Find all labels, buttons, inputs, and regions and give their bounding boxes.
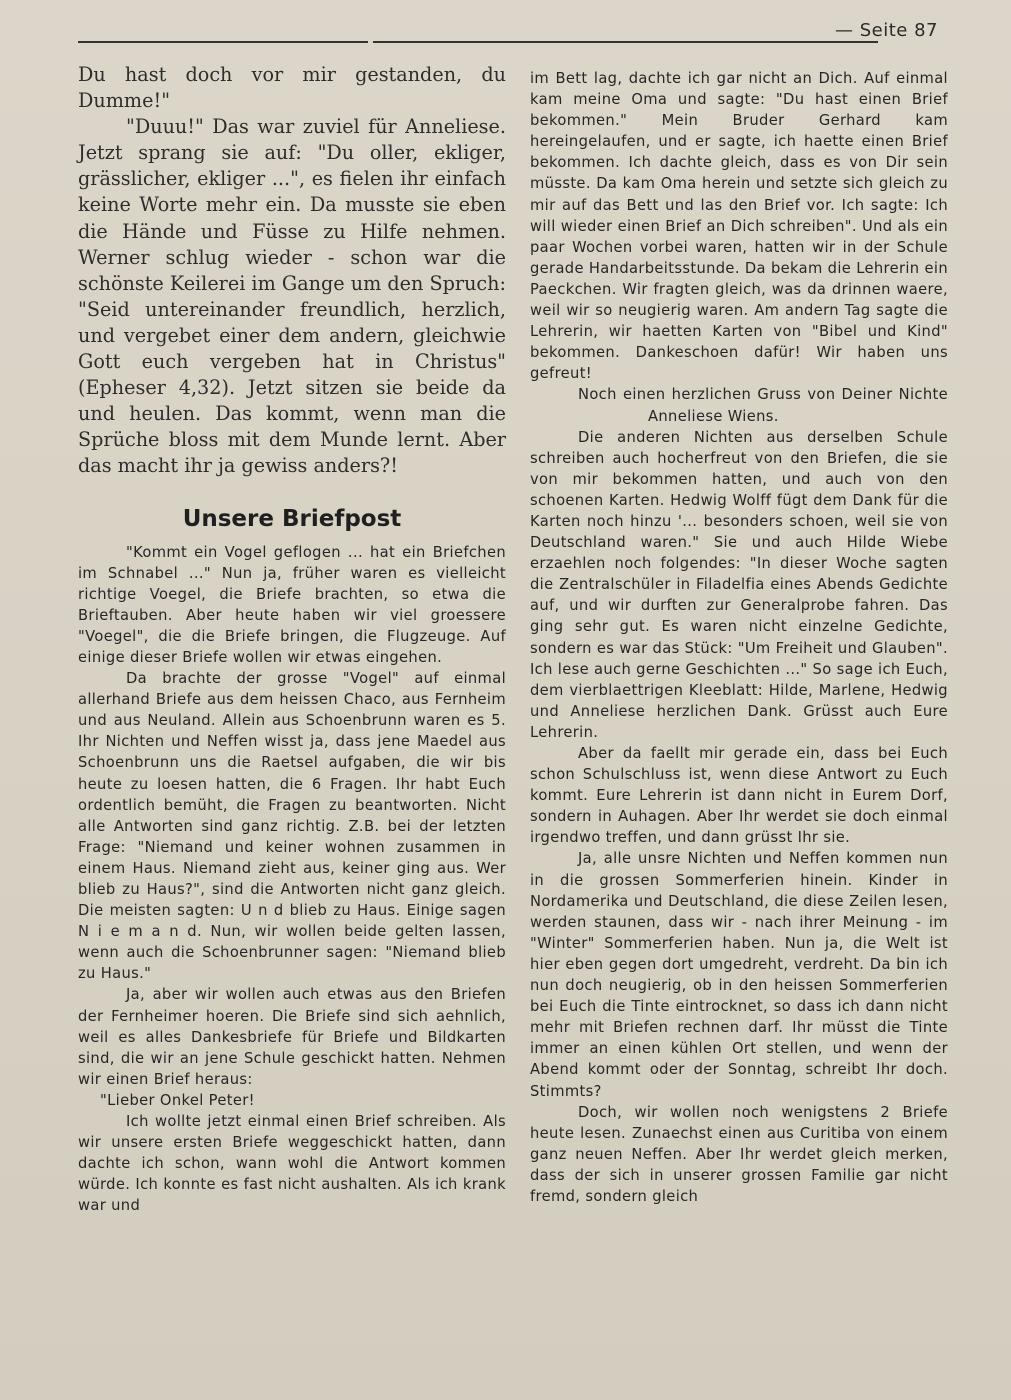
left-column [78, 62, 506, 1360]
article-paragraph: Ja, aber wir wollen auch etwas aus den Briefen der Fernheimer hoeren. Die Briefe sind sich aehnlich, weil es alles Dankesbriefe für Briefe und Bildkarten sind, die wir an jene Schule geschickt hatten. Nehmen wir einen Brief heraus: [78, 986, 506, 1088]
article-paragraph: Doch, wir wollen noch wenigstens 2 Briefe heute lesen. Zunaechst einen aus Curitiba von einem ganz neuen Neffen. Aber Ihr werdet gleich merken, dass der sich in unserer grossen Familie gar nicht fremd, sondern gleich [530, 1103, 948, 1205]
article-paragraph: Aber da faellt mir gerade ein, dass bei Euch schon Schulschluss ist, wenn diese Antwort zu Euch kommt. Eure Lehrerin ist dann nicht in Eurem Dorf, sondern in Auhagen. Aber Ihr werdet sie doch einmal irgendwo treffen, und dann grüsst Ihr sie. [530, 745, 948, 847]
closing-text: Noch einen herzlichen Gruss von Deiner Nichte [578, 386, 948, 404]
letter-closing [530, 384, 948, 426]
letter-signature: Anneliese Wiens. [648, 407, 779, 425]
article-body [78, 542, 506, 1217]
letter-paragraph: im Bett lag, dachte ich gar nicht an Dich. Auf einmal kam meine Oma und sagte: "Du hast einen Brief bekommen." Mein Bruder Gerhard kam hereingelaufen, und er sagte, ich haette einen Brief bekommen. Ich dachte gleich, dass es von Dir sein müsste. Da kam Oma herein und setzte sich gleich zu mir auf das Bett und las den Brief vor. Ich sagte: Ich will wieder einen Brief an Dich schreiben". Und als ein paar Wochen vorbei waren, hatten wir in der Schule gerade Handarbeitsstunde. Da bekam die Lehrerin ein Paeckchen. Wir fragten gleich, was da drinnen waere, weil wir so neugierig waren. Am andern Tag sagte die Lehrerin, wir haetten Karten von "Bibel und Kind" bekommen. Dankeschoen dafür! Wir haben uns gefreut! [530, 70, 948, 383]
article-body-continued [530, 68, 948, 1207]
story-paragraph: "Duuu!" Das war zuviel für Anneliese. Jetzt sprang sie auf: "Du oller, ekliger, grässlicher, ekliger ...", es fielen ihr einfach keine Worte mehr ein. Da musste sie eben die Hände und Füsse zu Hilfe nehmen. Werner schlug wieder - schon war die schönste Keilerei im Gange um den Spruch: "Seid untereinander freundlich, herzlich, und vergebet einer dem andern, gleichwie Gott euch vergeben hat in Christus" (Epheser 4,32). Jetzt sitzen sie beide da und heulen. Das kommt, wenn man die Sprüche bloss mit dem Munde lernt. Aber das macht ihr ja gewiss anders?! [78, 115, 506, 478]
article-paragraph: "Kommt ein Vogel geflogen ... hat ein Briefchen im Schnabel ..." Nun ja, früher waren es vielleicht richtige Voegel, die Briefe brachten, so etwa die Brieftauben. Aber heute haben wir viel groessere "Voegel", die die Briefe bringen, die Flugzeuge. Auf einige dieser Briefe wollen wir etwas eingehen. [78, 543, 506, 666]
letter-paragraph: Ich wollte jetzt einmal einen Brief schreiben. Als wir unsere ersten Briefe weggeschickt hatten, dann dachte ich schon, wann wohl die Antwort kommen würde. Ich konnte es fast nicht aushalten. Als ich krank war und [78, 1113, 506, 1215]
article-paragraph: Da brachte der grosse "Vogel" auf einmal allerhand Briefe aus dem heissen Chaco, aus Fernheim und aus Neuland. Allein aus Schoenbrunn waren es 5. Ihr Nichten und Neffen wisst ja, dass jene Maedel aus Schoenbrunn uns die Raetsel aufgaben, die wir bis heute zu loesen hatten, die 6 Fragen. Ihr habt Euch ordentlich bemüht, die Fragen zu beantworten. Nicht alle Antworten sind ganz richtig. Z.B. bei der letzten Frage: "Niemand und keiner wohnen zusammen in einem Haus. Niemand zieht aus, keiner ging aus. Wer blieb zu Haus?", sind die Antworten nicht ganz gleich. Die meisten sagten: U n d blieb zu Haus. Einige sagen N i e m a n d. Nun, wir wollen beide gelten lassen, wenn auch die Schoenbrunner sagen: "Niemand blieb zu Haus." [78, 670, 506, 983]
article-paragraph: Die anderen Nichten aus derselben Schule schreiben auch hocherfreut von den Briefen, die sie von mir bekommen hatten, und auch von den schoenen Karten. Hedwig Wolff fügt dem Dank für die Karten noch hinzu '... besonders schoen, weil sie von Deutschland waren." Sie und auch Hilde Wiebe erzaehlen noch folgendes: "In dieser Woche sagten die Zentralschüler in Filadelfia eines Abends Gedichte auf, und wir durften zur Generalprobe fahren. Das ging sehr gut. Es waren nicht einzelne Gedichte, sondern es war das Stück: "Um Freiheit und Glauben". Ich lese auch gerne Geschichten ..." So sage ich Euch, dem vierblaettrigen Kleeblatt: Hilde, Marlene, Hedwig und Anneliese herzlichen Dank. Grüsst auch Eure Lehrerin. [530, 428, 948, 741]
header-rule [78, 41, 368, 43]
article-paragraph: Ja, alle unsre Nichten und Neffen kommen nun in die grossen Sommerferien hinein. Kinder in Nordamerika und Deutschland, die diese Zeilen lesen, werden staunen, dass wir - nach ihrer Meinung - im "Winter" Sommerferien haben. Nun ja, die Welt ist hier eben gegen dort umgedreht, verdreht. Da bin ich nun doch neugierig, ob in den heissen Sommerferien bei Euch die Tinte eintrocknet, so dass ich dann nicht mehr mit Briefen rechnen darf. Ihr müsst die Tinte immer an einen kühlen Ort stellen, und wenn der Abend kommt oder der Sonntag, schreibt Ihr doch. Stimmts? [530, 850, 948, 1100]
right-column [530, 68, 948, 1360]
section-title: Unsere Briefpost [182, 505, 402, 532]
page-number: — Seite 87 [835, 20, 938, 41]
letter-salutation: "Lieber Onkel Peter! [100, 1091, 255, 1109]
header-rule [373, 41, 878, 43]
page-header [78, 20, 946, 46]
story-paragraph: Du hast doch vor mir gestanden, du Dumme!" [78, 63, 506, 113]
story-ending [78, 62, 506, 480]
